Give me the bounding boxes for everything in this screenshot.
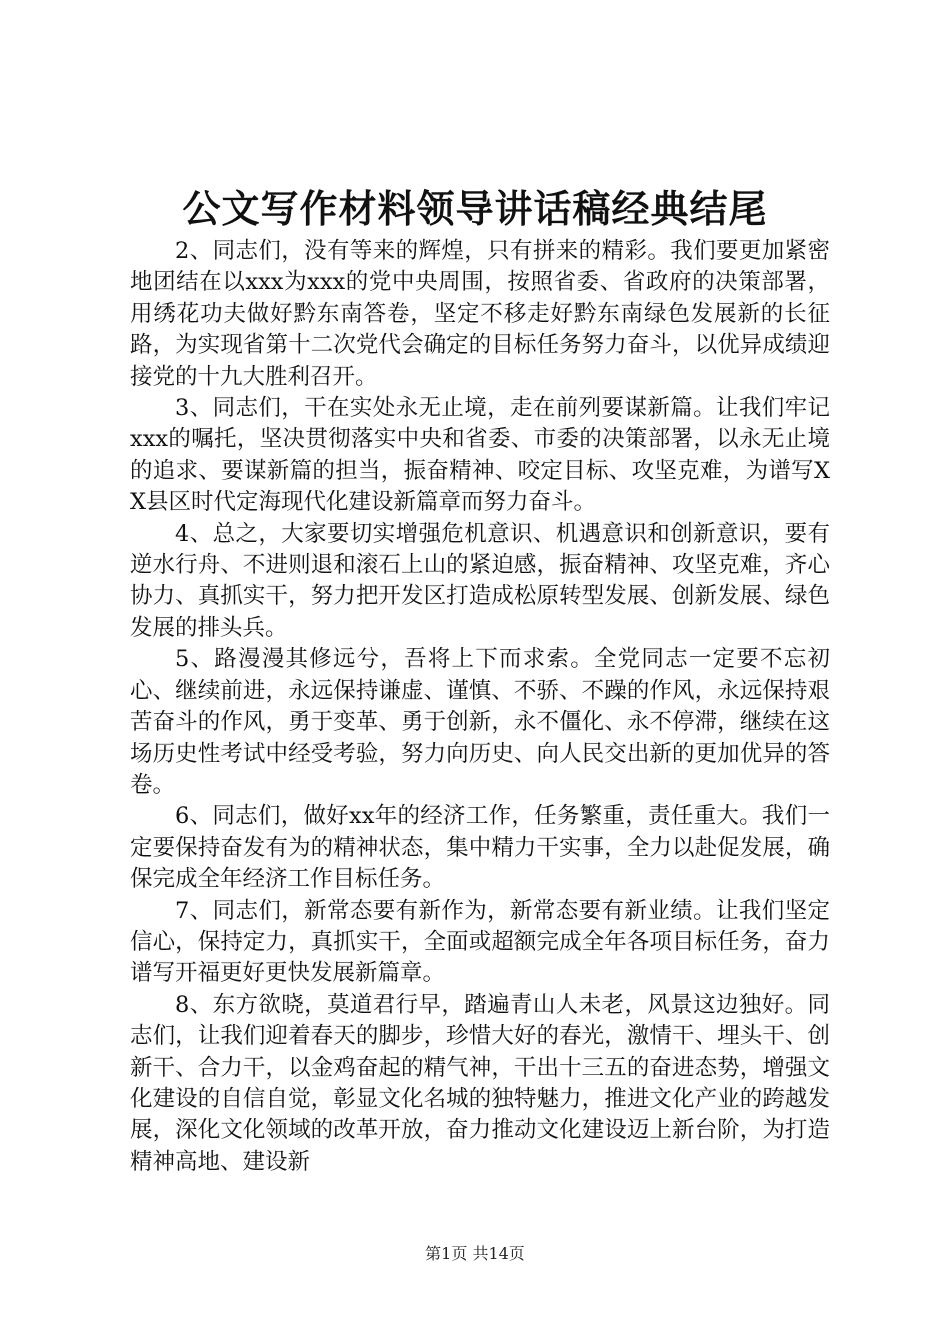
paragraph: 2、同志们，没有等来的辉煌，只有拼来的精彩。我们要更加紧密地团结在以xxx为xxx的党中央周围，按照省委、省政府的决策部署，用绣花功夫做好黔东南答卷，坚定不移走好黔东南绿色发展新的长征路，为实现省第十二次党代会确定的目标任务努力奋斗，以优异成绩迎接党的十九大胜利召开。 — [130, 238, 830, 390]
paragraph: 7、同志们，新常态要有新作为，新常态要有新业绩。让我们坚定信心，保持定力，真抓实干，全面或超额完成全年各项目标任务，奋力谱写开福更好更快发展新篇章。 — [130, 897, 830, 987]
document-title: 公文写作材料领导讲话稿经典结尾 — [182, 186, 768, 231]
paragraph: 4、总之，大家要切实增强危机意识、机遇意识和创新意识，要有逆水行舟、不进则退和滚石上山的紧迫感，振奋精神、攻坚克难，齐心协力、真抓实干，努力把开发区打造成松原转型发展、创新发展、绿色发展的排头兵。 — [130, 520, 830, 641]
paragraph: 8、东方欲晓，莫道君行早，踏遍青山人未老，风景这边独好。同志们，让我们迎着春天的脚步，珍惜大好的春光，激情干、埋头干、创新干、合力干，以金鸡奋起的精气神，干出十三五的奋进态势，增强文化建设的自信自觉，彰显文化名城的独特魅力，推进文化产业的跨越发展，深化文化领域的改革开放，奋力推动文化建设迈上新台阶，为打造精神高地、建设新 — [130, 991, 830, 1175]
paragraph: 3、同志们，干在实处永无止境，走在前列要谋新篇。让我们牢记xxx的嘱托，坚决贯彻落实中央和省委、市委的决策部署，以永无止境的追求、要谋新篇的担当，振奋精神、咬定目标、攻坚克难，为谱写XX县区时代定海现代化建设新篇章而努力奋斗。 — [130, 395, 830, 516]
page-footer: 第1页 共14页 — [425, 1244, 525, 1263]
paragraph: 5、路漫漫其修远兮，吾将上下而求索。全党同志一定要不忘初心、继续前进，永远保持谦虚、谨慎、不骄、不躁的作风，永远保持艰苦奋斗的作风，勇于变革、勇于创新，永不僵化、永不停滞，继续在这场历史性考试中经受考验，努力向历史、向人民交出新的更加优异的答卷。 — [130, 646, 830, 798]
paragraph: 6、同志们，做好xx年的经济工作，任务繁重，责任重大。我们一定要保持奋发有为的精神状态，集中精力干实事，全力以赴促发展，确保完成全年经济工作目标任务。 — [130, 803, 830, 893]
document-body — [130, 236, 830, 1178]
